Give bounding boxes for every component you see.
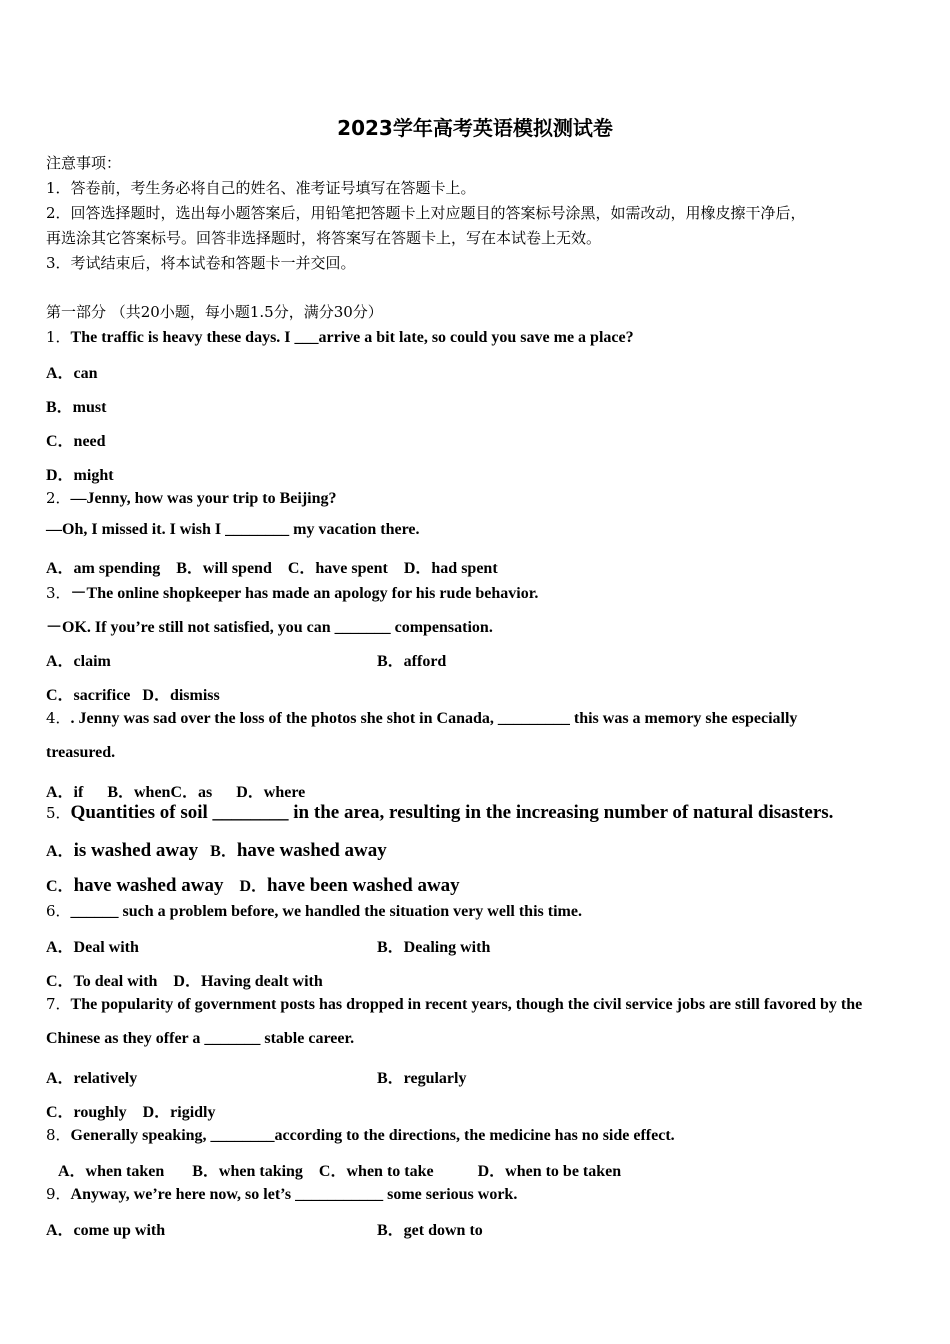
option-1a[interactable]: A．can	[46, 365, 98, 382]
option-3b[interactable]: B．afford	[377, 653, 447, 670]
question-3-stem: 3．－The online shopkeeper has made an apology for his rude behavior.	[46, 584, 539, 602]
option-1c[interactable]: C．need	[46, 433, 106, 450]
question-2-options[interactable]: A．am spending B．will spend C．have spent D．had spent	[46, 560, 498, 577]
notice-heading: 注意事项：	[46, 154, 122, 172]
question-8-stem: 8．Generally speaking, ________according to the directions, the medicine has no side effect.	[46, 1126, 675, 1144]
option-9a[interactable]: A．come up with	[46, 1222, 166, 1239]
option-3a[interactable]: A．claim	[46, 653, 111, 670]
question-number: 2．	[46, 489, 71, 507]
question-8-options[interactable]: A．when taken B．when taking C．when to take D．when to be taken	[58, 1163, 622, 1180]
option-6b[interactable]: B．Dealing with	[377, 939, 491, 956]
question-4-options[interactable]: A．if B．whenC．as D．where	[46, 784, 306, 801]
option-5cd[interactable]: C．have washed away D．have been washed away	[46, 875, 460, 896]
page-title: 2023学年高考英语模拟测试卷	[337, 116, 613, 140]
question-2-stem: 2．—Jenny, how was your trip to Beijing?	[46, 489, 337, 507]
question-6-stem: 6．______ such a problem before, we handled the situation very well this time.	[46, 902, 582, 920]
question-3-stem-2: －OK. If you’re still not satisfied, you can _______ compensation.	[46, 619, 493, 636]
section-heading: 第一部分 （共20小题，每小题1.5分，满分30分）	[46, 303, 383, 321]
question-number: 6．	[46, 902, 71, 920]
question-number: 3．	[46, 584, 71, 602]
option-6a[interactable]: A．Deal with	[46, 939, 139, 956]
question-number: 4．	[46, 709, 71, 727]
question-7-stem: 7．The popularity of government posts has dropped in recent years, though the civil service jobs are still favored by the	[46, 995, 863, 1013]
option-7cd[interactable]: C．roughly D．rigidly	[46, 1104, 216, 1121]
option-1b[interactable]: B．must	[46, 399, 107, 416]
option-6cd[interactable]: C．To deal with D．Having dealt with	[46, 973, 323, 990]
question-1-stem: 1．The traffic is heavy these days. I ___arrive a bit late, so could you save me a place?	[46, 328, 634, 346]
option-3cd[interactable]: C．sacrifice D．dismiss	[46, 687, 220, 704]
question-number: 1．	[46, 328, 71, 346]
option-5ab[interactable]: A．is washed away B．have washed away	[46, 840, 387, 861]
question-number: 9．	[46, 1185, 71, 1203]
notice-item-2-cont: 再选涂其它答案标号。回答非选择题时，将答案写在答题卡上，写在本试卷上无效。	[46, 229, 602, 247]
notice-item-2: 2．回答选择题时，选出每小题答案后，用铅笔把答题卡上对应题目的答案标号涂黑，如需改动，用橡皮擦干净后，	[46, 204, 806, 222]
question-4-stem: 4．. Jenny was sad over the loss of the photos she shot in Canada, _________ this was a memory she especially	[46, 709, 798, 727]
question-number: 5．	[46, 804, 71, 822]
option-9b[interactable]: B．get down to	[377, 1222, 483, 1239]
option-7b[interactable]: B．regularly	[377, 1070, 467, 1087]
question-7-stem-2: Chinese as they offer a _______ stable career.	[46, 1030, 355, 1047]
question-9-stem: 9．Anyway, we’re here now, so let’s ___________ some serious work.	[46, 1185, 518, 1203]
question-number: 8．	[46, 1126, 71, 1144]
notice-item-3: 3．考试结束后，将本试卷和答题卡一并交回。	[46, 254, 356, 272]
question-5-stem: 5．Quantities of soil ________ in the area, resulting in the increasing number of natural disasters.	[46, 802, 834, 823]
question-2-stem-2: —Oh, I missed it. I wish I ________ my vacation there.	[46, 521, 420, 538]
question-number: 7．	[46, 995, 71, 1013]
option-7a[interactable]: A．relatively	[46, 1070, 138, 1087]
question-4-stem-2: treasured.	[46, 744, 116, 761]
notice-item-1: 1．答卷前，考生务必将自己的姓名、准考证号填写在答题卡上。	[46, 179, 476, 197]
option-1d[interactable]: D．might	[46, 467, 114, 484]
